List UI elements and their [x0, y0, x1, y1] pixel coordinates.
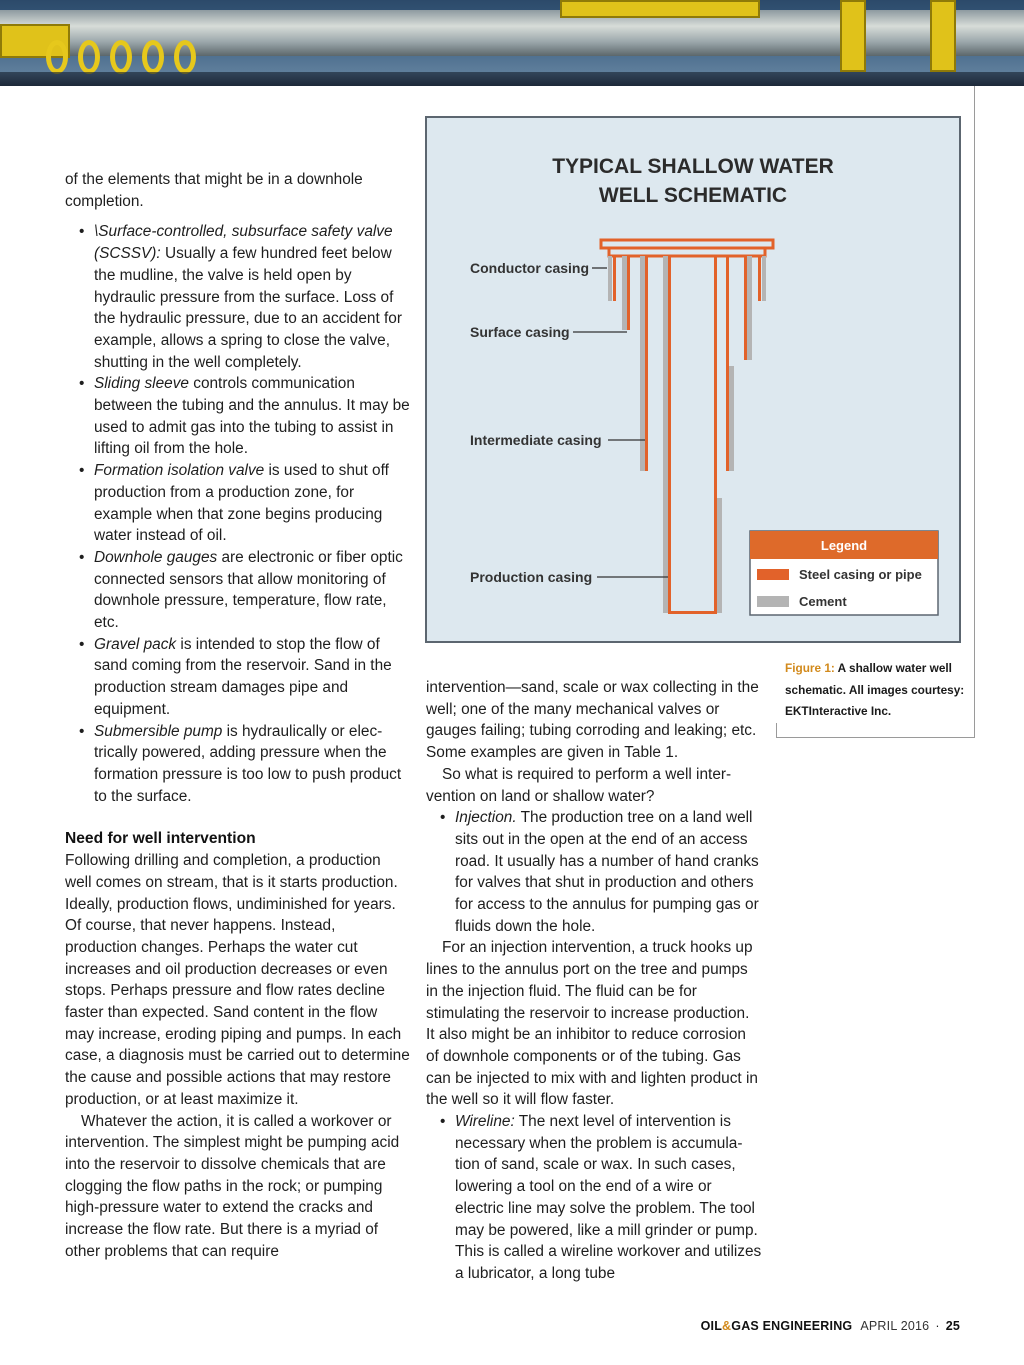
production-cement-left: [663, 256, 668, 613]
banner-ring: [174, 40, 196, 74]
banner-yellow-frame-top: [560, 0, 760, 18]
list-item: [65, 460, 410, 547]
body-paragraph: Whatever the action, it is called a workover or intervention. The simplest might be pumping acid into the reservoir to dissolve chemicals that are clogging the flow paths in the rock; or pumping high-pressure water to extend the cracks and increase the flow rate. But there is a myriad of other problems that can require: [65, 1112, 400, 1260]
brand-ampersand: &: [722, 1319, 732, 1333]
list-item-term: \Surface-controlled, subsurface safety valve (SCSSV):: [94, 223, 393, 263]
footer-separator: ·: [935, 1319, 940, 1333]
list-item-text: The production tree on a land well sits out in the open at the end of an access road. It usually has a number of hand cranks for valves that shut in production and others for access to the annulus for pumping gas or fluids down the hole.: [455, 809, 759, 935]
banner-yellow-strut: [930, 0, 956, 72]
surface-cement-right: [747, 256, 752, 360]
intermediate-cement-right: [729, 366, 734, 471]
left-column: [65, 169, 410, 1262]
surface-cement-left: [622, 256, 627, 330]
list-item-text: is used to shut off production from a production zone, for example when that zone begins producing water instead of oil.: [94, 462, 389, 545]
surface-casing-left: [627, 256, 630, 330]
page-number: 25: [945, 1319, 960, 1333]
conductor-casing-right: [758, 256, 761, 301]
list-item-term: Submersible pump: [94, 722, 223, 740]
banner-ring: [46, 40, 68, 74]
caption-text: A shallow water well schematic. All images courtesy: EKTInteractive Inc.: [785, 661, 965, 718]
legend-cement-swatch: [757, 596, 789, 607]
list-item-term: Formation isolation valve: [94, 462, 265, 480]
wellhead-flange-bottom: [609, 248, 765, 256]
intermediate-casing-right: [726, 256, 729, 471]
list-item: [65, 547, 410, 634]
list-item-text: The next level of intervention is necessary when the problem is accumulation of sand, scale or wax. In such cases, lowering a tool on the end of a wire or electric line may solve the problem. The tool may be powered, like a mill grinder or pump. This is called a wireline workover and utilizes a lubricator, a long tube: [455, 1113, 762, 1282]
caption-rule: [974, 86, 975, 738]
header-photo-banner: [0, 0, 1024, 86]
completion-elements-list: [65, 221, 410, 807]
surface-casing-right: [744, 256, 747, 360]
list-item: [65, 373, 410, 460]
legend-steel-label: Steel casing or pipe: [799, 567, 922, 582]
list-item: [65, 221, 410, 373]
legend-title: Legend: [820, 538, 868, 553]
intermediate-cement-left: [640, 256, 645, 471]
production-casing-bottom: [668, 611, 717, 614]
intermediate-casing-label: Intermediate casing: [470, 432, 602, 448]
list-item-term: Sliding sleeve: [94, 375, 189, 393]
list-item-text: are electronic or fiber optic connected sensors that allow monitoring of downhole pressure, temperature, flow rate, etc.: [94, 548, 403, 632]
list-item-text: is intended to stop the flow of sand coming from the reservoir. Sand in the production stream damages pipe and equipment.: [94, 635, 392, 718]
body-paragraph: So what is required to perform a well intervention on land or shallow water?: [426, 765, 732, 805]
body-paragraph: For an injection intervention, a truck hooks up lines to the annulus port on the tree and pumps in the injection fluid. The fluid can be for stimulating the reservoir to increase production. It also might be an inhibitor to reduce corrosion of downhole components or of the tubing. Gas can be injected to mix with and lighten product in the well so it will flow faster.: [426, 939, 758, 1109]
list-item-term: Downhole gauges: [94, 548, 218, 566]
list-item-term: Wireline:: [455, 1113, 515, 1131]
production-casing-right: [714, 256, 717, 613]
figure-legend: [750, 531, 938, 615]
intervention-list: [426, 807, 762, 937]
list-item-text: controls communication between the tubing and the annulus. It may be used to admit gas into the tubing to assist in lifting oil from the hole.: [94, 375, 410, 458]
brand-gas-engineering: GAS ENGINEERING: [731, 1319, 853, 1333]
legend-cement-label: Cement: [799, 594, 847, 609]
section-heading: Need for well intervention: [65, 830, 256, 848]
production-casing-left: [668, 256, 671, 613]
list-item: [65, 634, 410, 721]
banner-bottom-shadow: [0, 72, 1024, 86]
list-item-text: Usually a few hundred feet below the mudline, the valve is held open by hydraulic pressure from the surface. Loss of the hydraulic pressure, due to an accident for example, allows a spring to close the valve, shutting in the well completely.: [94, 245, 402, 371]
production-casing-label: Production casing: [470, 569, 593, 585]
list-item: [426, 807, 762, 937]
caption-label: Figure 1:: [785, 661, 835, 675]
list-item-text: is hydraulically or electrically powered, adding pressure when the formation pressure is too low to push product to the surface.: [94, 722, 402, 805]
banner-ring: [110, 40, 132, 74]
legend-steel-swatch: [757, 569, 789, 580]
footer-issue-date: APRIL 2016: [860, 1319, 930, 1333]
conductor-casing-left: [613, 256, 616, 301]
conductor-cement-left: [608, 256, 612, 301]
body-paragraph: intervention—sand, scale or wax collecting in the well; one of the many mechanical valves or gauges failing; tubing corroding and leaking; etc. Some examples are given in Table 1.: [426, 679, 759, 762]
well-schematic-diagram: [427, 118, 959, 641]
figure-title-line2: WELL SCHEMATIC: [598, 184, 788, 207]
figure-title-line1: TYPICAL SHALLOW WATER: [552, 155, 834, 178]
production-cement-right: [717, 498, 722, 613]
intervention-list: [426, 1111, 762, 1285]
body-paragraph: Following drilling and completion, a production well comes on stream, that is it starts production. Ideally, production flows, undiminished for years. Of course, that never happens. Instead, production changes. Perhaps the water cut increases and oil production decreases or even stops. Perhaps pressure and flow rates decline faster than expected. Sand content in the flow may increase, eroding piping and pumps. In each case, a diagnosis must be carried out to determine the cause and possible actions that may restore production, or at least maximize it.: [65, 852, 410, 1108]
banner-yellow-strut: [840, 0, 866, 72]
brand-oil: OIL: [700, 1319, 723, 1333]
conductor-casing-label: Conductor casing: [470, 260, 590, 276]
intro-text: of the elements that might be in a downhole completion.: [65, 171, 363, 210]
list-item-term: Gravel pack: [94, 635, 177, 653]
footer-brand: [701, 1319, 853, 1333]
page-footer: [640, 1319, 960, 1333]
well-schematic-figure: [425, 116, 961, 643]
list-item-term: Injection.: [455, 809, 517, 827]
banner-ring: [142, 40, 164, 74]
figure-caption: [785, 658, 970, 723]
banner-ring: [78, 40, 100, 74]
list-item: [426, 1111, 762, 1285]
list-item: [65, 721, 410, 808]
middle-column: [426, 677, 762, 1285]
intermediate-casing-left: [645, 256, 648, 471]
conductor-cement-right: [762, 256, 766, 301]
surface-casing-label: Surface casing: [470, 324, 570, 340]
